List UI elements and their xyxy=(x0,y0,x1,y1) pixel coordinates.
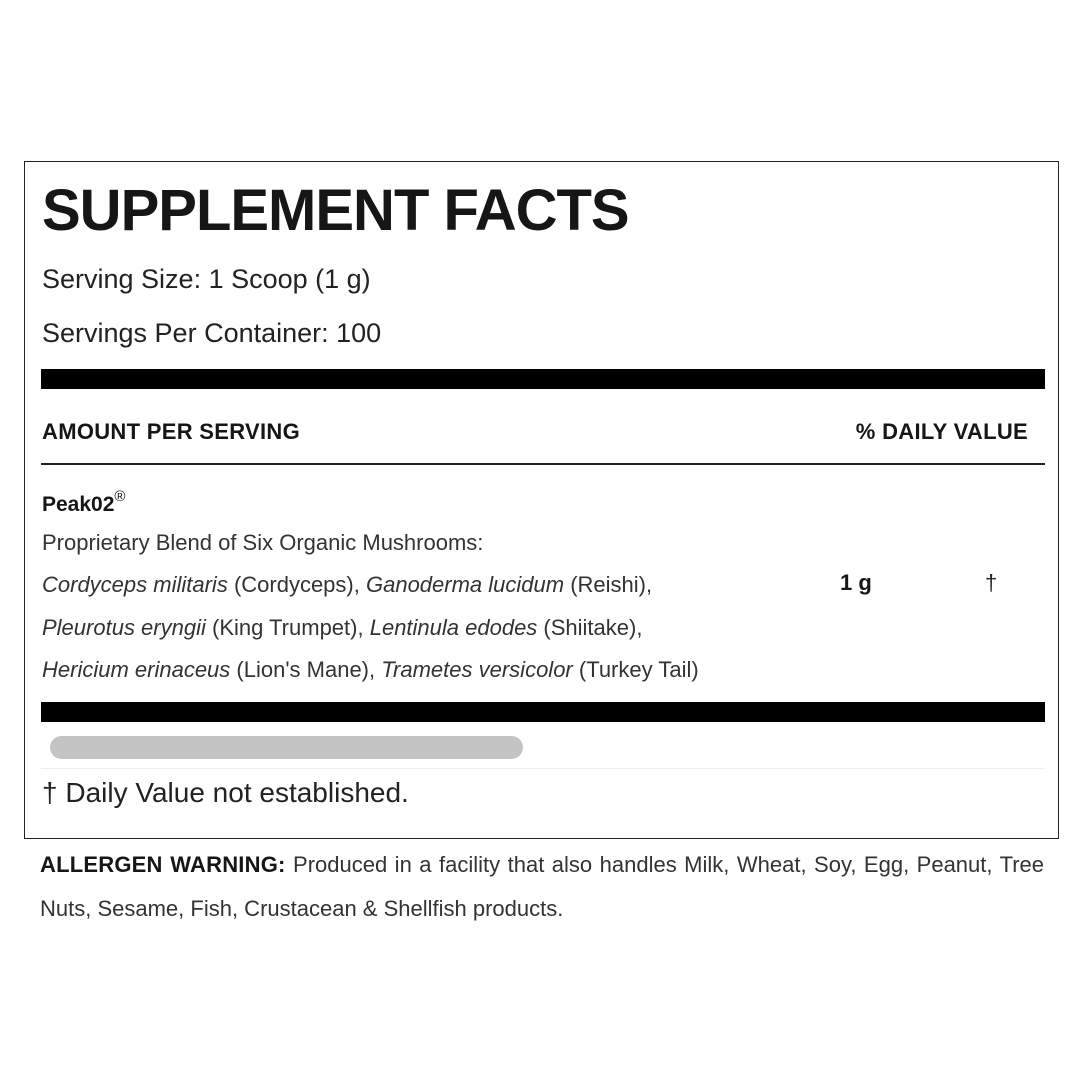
ingredient-common: (Cordyceps), xyxy=(227,572,366,597)
thick-divider-bottom xyxy=(41,702,1045,722)
ingredient-common: (King Trumpet), xyxy=(205,615,370,640)
supplement-facts-panel xyxy=(24,161,1059,839)
ingredient-common: (Turkey Tail) xyxy=(572,657,699,682)
serving-size: Serving Size: 1 Scoop (1 g) xyxy=(42,264,371,294)
ingredient-line xyxy=(42,655,699,685)
scrollbar-thumb[interactable] xyxy=(50,736,523,759)
panel-title: SUPPLEMENT FACTS xyxy=(42,178,629,243)
ingredient-common: (Reishi), xyxy=(564,572,653,597)
daily-value-footnote: † Daily Value not established. xyxy=(42,777,409,808)
daily-value-header: % DAILY VALUE xyxy=(855,419,1028,444)
ingredient-line xyxy=(42,570,652,600)
ingredient-latin: Ganoderma lucidum xyxy=(365,572,565,597)
ingredient-latin: Pleurotus eryngii xyxy=(42,615,206,640)
amount-per-serving-header: AMOUNT PER SERVING xyxy=(42,419,301,444)
ingredient-common: (Lion's Mane), xyxy=(230,657,382,682)
daily-value-dagger: † xyxy=(985,570,998,595)
ingredient-latin: Lentinula edodes xyxy=(369,615,538,640)
registered-mark: ® xyxy=(114,488,126,505)
allergen-warning xyxy=(40,843,1044,931)
ingredient-latin: Cordyceps militaris xyxy=(42,572,228,597)
product-name-text: Peak02 xyxy=(42,493,115,516)
ingredient-latin: Trametes versicolor xyxy=(381,657,573,682)
servings-per-container: Servings Per Container: 100 xyxy=(42,318,382,348)
thick-divider-top xyxy=(41,369,1045,389)
ingredient-line xyxy=(42,613,642,643)
thin-divider xyxy=(41,463,1045,465)
allergen-label: ALLERGEN WARNING: xyxy=(40,852,286,877)
allergen-text: Produced in a facility that also handles Milk, Wheat, Soy, Egg, Peanut, Tree Nuts, Sesame, Fish, Crustacean & Shellfish products. xyxy=(40,852,1045,921)
product-name xyxy=(42,484,125,520)
blend-label: Proprietary Blend of Six Organic Mushrooms: xyxy=(42,530,484,555)
ingredient-latin: Hericium erinaceus xyxy=(42,657,231,682)
horizontal-scrollbar[interactable] xyxy=(41,732,1045,769)
amount-value: 1 g xyxy=(840,570,872,595)
ingredient-common: (Shiitake), xyxy=(537,615,643,640)
